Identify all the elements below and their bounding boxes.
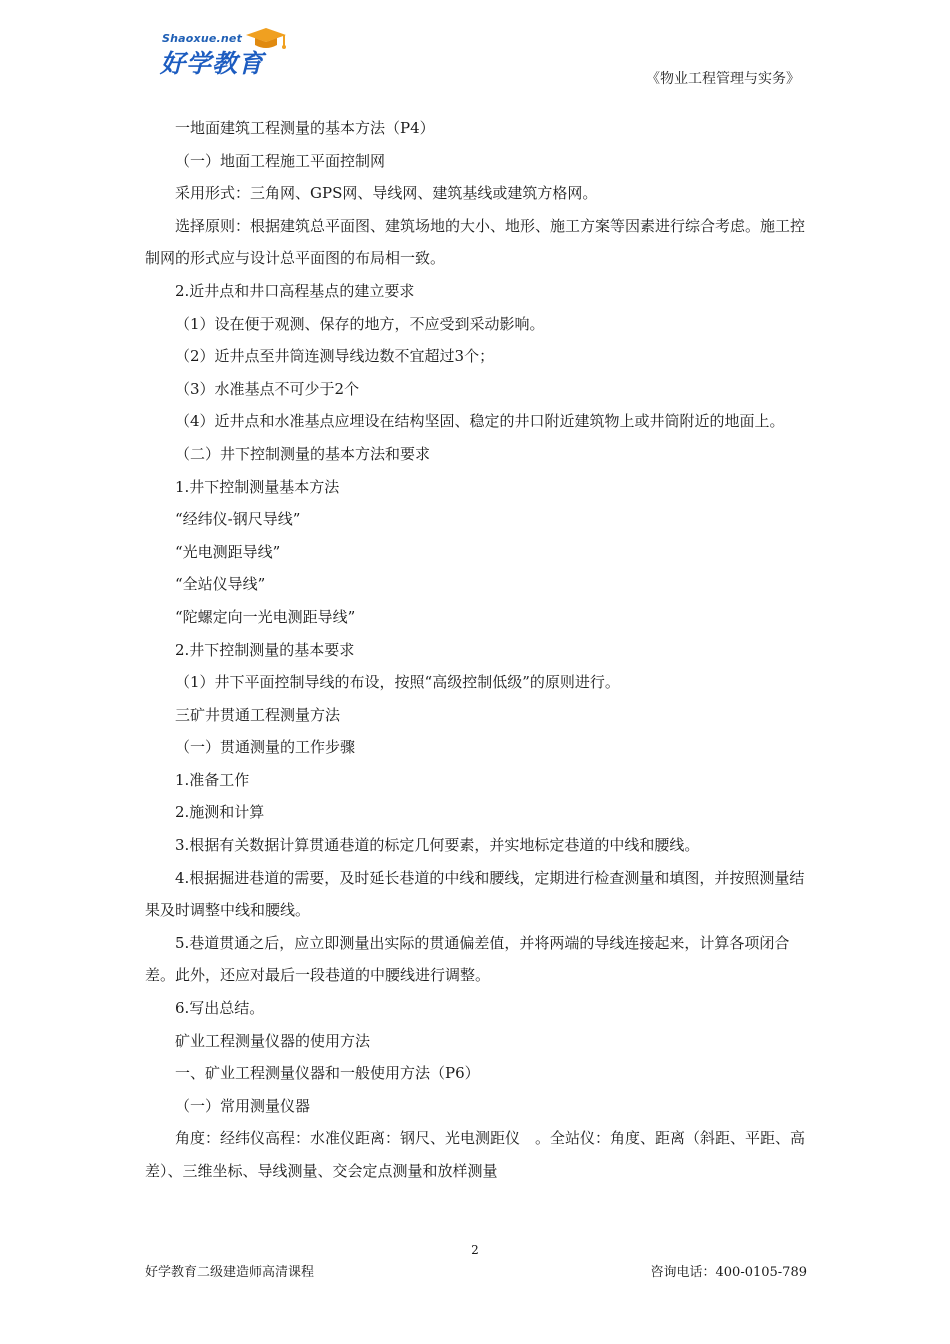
paragraph: 2.井下控制测量的基本要求 <box>175 640 355 659</box>
list-item: （2）近井点至井筒连测导线边数不宜超过3个； <box>175 347 495 366</box>
footer-course-name: 好学教育二级建造师高清课程 <box>145 1265 315 1280</box>
paragraph: 2.近井点和井口高程基点的建立要求 <box>175 281 415 300</box>
heading-instrument-usage: 矿业工程测量仪器的使用方法 <box>175 1031 371 1050</box>
heading-mine-breakthrough: 三矿井贯通工程测量方法 <box>175 705 341 724</box>
paragraph: 选择原则：根据建筑总平面图、建筑场地的大小、地形、施工方案等因素进行综合考虑。施工控制网的形式应与设计总平面图的布局相一致。 <box>145 216 806 268</box>
list-item: “经纬仪-钢尺导线” <box>175 510 301 529</box>
list-item: 5.巷道贯通之后，应立即测量出实际的贯通偏差值，并将两端的导线连接起来，计算各项闭合差。此外，还应对最后一段巷道的中腰线进行调整。 <box>145 933 790 985</box>
list-item: （1）井下平面控制导线的布设，按照“高级控制低级”的原则进行。 <box>175 673 620 692</box>
logo-brand-text: 好学教育 <box>160 49 265 78</box>
paragraph: 角度：经纬仪高程：水准仪距离：钢尺、光电测距仪 。全站仪：角度、距离（斜距、平距、高差）、三维坐标、导线测量、交会定点测量和放样测量 <box>145 1129 806 1180</box>
list-item: 4.根据掘进巷道的需要，及时延长巷道的中线和腰线，定期进行检查测量和填图，并按照测量结果及时调整中线和腰线。 <box>145 868 805 920</box>
list-item: 3.根据有关数据计算贯通巷道的标定几何要素，并实地标定巷道的中线和腰线。 <box>175 836 700 855</box>
document-body <box>145 112 810 1188</box>
graduation-cap-icon <box>242 26 290 52</box>
footer-phone: 咨询电话：400-0105-789 <box>650 1265 807 1280</box>
list-item: “陀螺定向一光电测距导线” <box>175 607 356 626</box>
subheading-common-instruments: （一）常用测量仪器 <box>175 1096 311 1115</box>
book-title: 《物业工程管理与实务》 <box>646 71 800 87</box>
list-item: 1.准备工作 <box>175 770 250 789</box>
brand-logo <box>158 26 290 76</box>
list-item: “光电测距导线” <box>175 542 281 561</box>
subheading-instruments: 一、矿业工程测量仪器和一般使用方法（P6） <box>175 1064 480 1083</box>
page-number: 2 <box>471 1243 479 1257</box>
list-item: （3）水准基点不可少于2个 <box>175 379 360 398</box>
list-item: 6.写出总结。 <box>175 999 265 1018</box>
heading-surface-survey-methods: 一地面建筑工程测量的基本方法（P4） <box>175 119 435 137</box>
paragraph: 1.井下控制测量基本方法 <box>175 477 340 496</box>
subheading-control-network: （一）地面工程施工平面控制网 <box>175 151 386 170</box>
logo-site-text: Shaoxue.net <box>162 32 243 45</box>
subheading-work-steps: （一）贯通测量的工作步骤 <box>175 738 356 757</box>
list-item: （4）近井点和水准基点应埋设在结构坚固、稳定的井口附近建筑物上或井筒附近的地面上。 <box>175 412 785 431</box>
list-item: （1）设在便于观测、保存的地方，不应受到采动影响。 <box>175 314 545 333</box>
list-item: “全站仪导线” <box>175 575 266 594</box>
list-item: 2.施测和计算 <box>175 803 265 822</box>
paragraph: 采用形式：三角网、GPS网、导线网、建筑基线或建筑方格网。 <box>175 184 598 203</box>
subheading-underground-control: （二）井下控制测量的基本方法和要求 <box>175 444 431 463</box>
